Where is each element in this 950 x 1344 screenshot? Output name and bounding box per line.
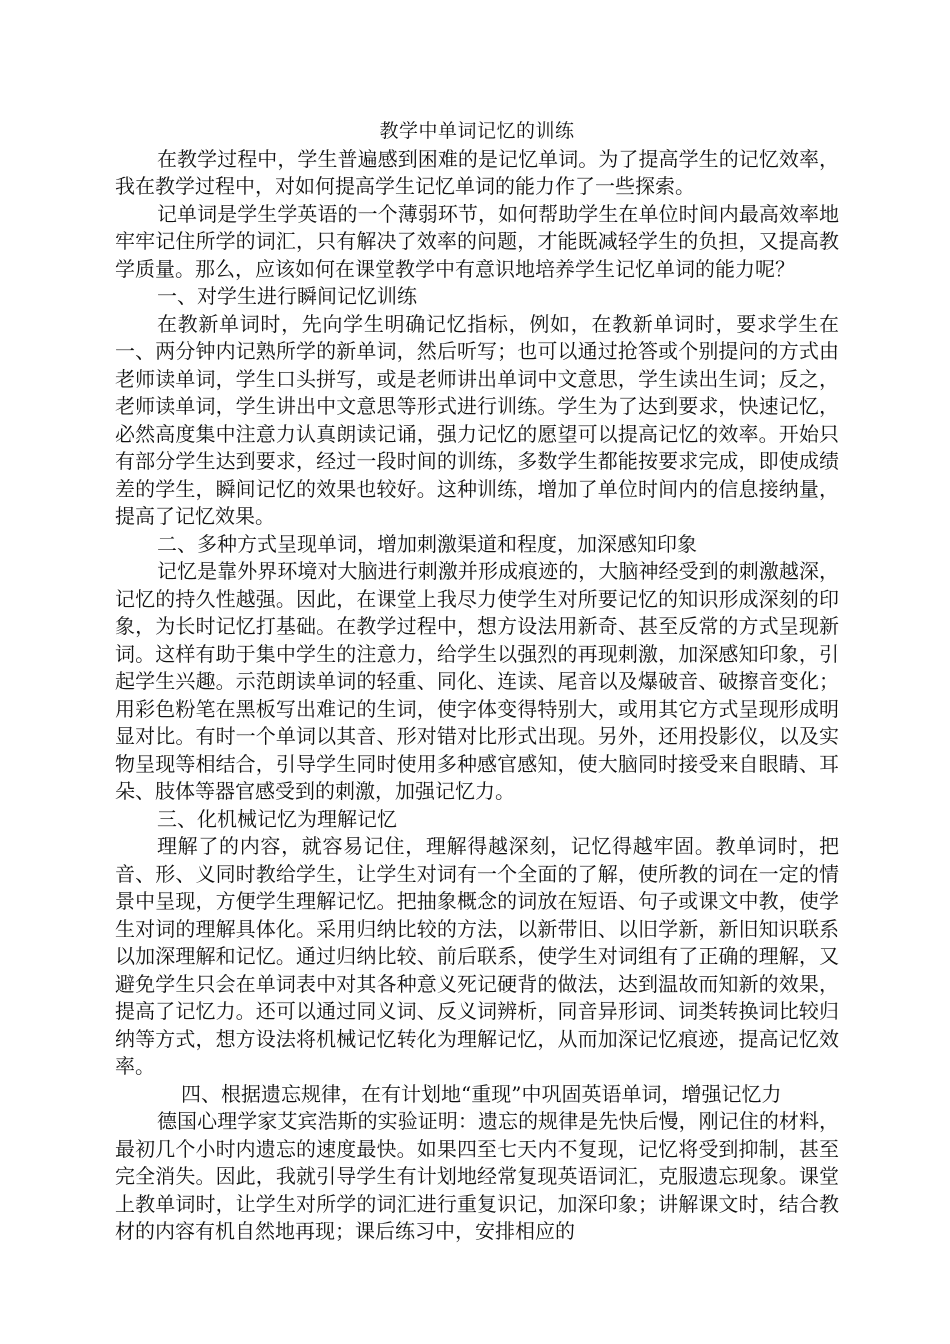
section-heading-1: 一、对学生进行瞬间记忆训练 — [157, 284, 417, 308]
section-heading-4: 四、根据遗忘规律，在有计划地“重现”中巩固英语单词，增强记忆力 — [181, 1081, 782, 1106]
section-heading-2: 二、多种方式呈现单词，增加刺激渠道和程度，加深感知印象 — [157, 531, 697, 556]
section-body-1: 在教新单词时，先向学生明确记忆指标，例如，在教新单词时，要求学生在一、两分钟内记熟所学的新单词，然后听写；也可以通过抢答或个别提问的方式由老师读单词，学生口头拼写，或是老师讲出单词中文意思，学生读出生词；反之，老师读单词，学生讲出中文意思等形式进行训练。学生为了达到要求，快速记忆，必然高度集中注意力认真朗读记诵，强力记忆的愿望可以提高记忆的效率。开始只有部分学生达到要求，经过一段时间的训练，多数学生都能按要求完成，即使成绩差的学生，瞬间记忆的效果也较好。这种训练，增加了单位时间内的信息接纳量，提高了记忆效果。 — [115, 311, 839, 528]
intro-paragraph: 记单词是学生学英语的一个薄弱环节，如何帮助学生在单位时间内最高效率地牢牢记住所学的词汇，只有解决了效率的问题，才能既减轻学生的负担，又提高教学质量。那么，应该如何在课堂教学中有意识地培养学生记忆单词的能力呢？ — [115, 201, 839, 281]
section-body-3: 理解了的内容，就容易记住，理解得越深刻，记忆得越牢固。教单词时，把音、形、义同时教给学生，让学生对词有一个全面的了解，使所教的词在一定的情景中呈现，方便学生理解记忆。把抽象概念的词放在短语、句子或课文中教，使学生对词的理解具体化。采用归纳比较的方法，以新带旧、以旧学新，新旧知识联系以加深理解和记忆。通过归纳比较、前后联系，使学生对词组有了正确的理解，又避免学生只会在单词表中对其各种意义死记硬背的做法，达到温故而知新的效果，提高了记忆力。还可以通过同义词、反义词辨析，同音异形词、词类转换词比较归纳等方式，想方设法将机械记忆转化为理解记忆，从而加深记忆痕迹，提高记忆效率。 — [115, 834, 839, 1078]
document-title: 教学中单词记忆的训练 — [379, 120, 575, 142]
section-body-4: 德国心理学家艾宾浩斯的实验证明：遗忘的规律是先快后慢，刚记住的材料，最初几个小时内遗忘的速度最快。如果四至七天内不复现，记忆将受到抑制，甚至完全消失。因此，我就引导学生有计划地经常复现英语词汇，克服遗忘现象。课堂上教单词时，让学生对所学的词汇进行重复识记，加深印象；讲解课文时，结合教材的内容有机自然地再现；课后练习中，安排相应的 — [115, 1109, 839, 1243]
intro-paragraph: 在教学过程中，学生普遍感到困难的是记忆单词。为了提高学生的记忆效率，我在教学过程中，对如何提高学生记忆单词的能力作了一些探索。 — [115, 146, 839, 198]
section-body-2: 记忆是靠外界环境对大脑进行刺激并形成痕迹的，大脑神经受到的刺激越深，记忆的持久性越强。因此，在课堂上我尽力使学生对所要记忆的知识形成深刻的印象，为长时记忆打基础。在教学过程中，想方设法用新奇、甚至反常的方式呈现新词。这样有助于集中学生的注意力，给学生以强烈的再现刺激，加深感知印象，引起学生兴趣。示范朗读单词的轻重、同化、连读、尾音以及爆破音、破擦音变化；用彩色粉笔在黑板写出难记的生词，使字体变得特别大，或用其它方式呈现形成明显对比。有时一个单词以其音、形对错对比形式出现。另外，还用投影仪，以及实物呈现等相结合，引导学生同时使用多种感官感知，使大脑同时接受来自眼睛、耳朵、肢体等器官感受到的刺激，加强记忆力。 — [115, 559, 839, 803]
document-page — [115, 118, 839, 1246]
section-heading-3: 三、化机械记忆为理解记忆 — [157, 806, 397, 831]
